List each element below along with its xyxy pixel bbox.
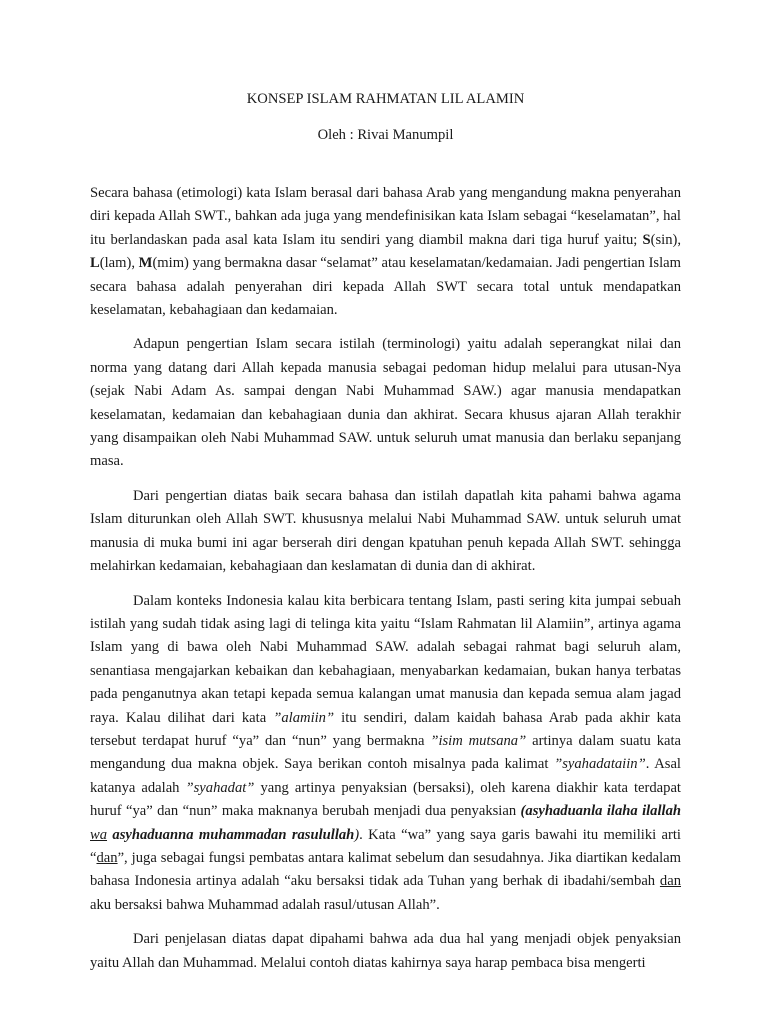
paragraph-rahmatan bbox=[90, 590, 681, 918]
syahadat-close: ) bbox=[354, 826, 360, 843]
term-syahadat: ”syahadat” bbox=[185, 779, 255, 796]
paragraph-text: itu sendiri, dalam kaidah bahasa Arab pada akhir kata tersebut terdapat huruf “ya” dan “nun” yang bermakna bbox=[90, 709, 681, 749]
term-alamiin: ”alamiin” bbox=[273, 709, 335, 726]
paragraph-text: ”, juga sebagai fungsi pembatas antara kalimat sebelum dan sesudahnya. Jika diartikan kedalam bahasa Indonesia artinya adalah “aku bersaksi tidak ada Tuhan yang berhak di ibadahi/sembah bbox=[90, 849, 681, 890]
document-title: KONSEP ISLAM RAHMATAN LIL ALAMIN bbox=[246, 91, 525, 107]
paragraph-text: yang artinya penyaksian (bersaksi), oleh karena diakhir kata terdapat huruf “ya” dan “nun” maka maknanya berubah menjadi dua penyaksian bbox=[90, 779, 681, 820]
paragraph-text: (lam), bbox=[99, 255, 139, 272]
term-syahadataiin: ”syahadataiin” bbox=[554, 756, 646, 773]
syahadat-part-2: asyhaduanna muhammadan rasulullah bbox=[107, 826, 355, 843]
document-page bbox=[90, 88, 681, 975]
paragraph-text: . Kata “wa” yang saya garis bawahi itu memiliki arti “ bbox=[90, 826, 681, 866]
paragraph-text: (mim) yang bermakna dasar “selamat” atau keselamatan/kedamaian. Jadi pengertian Islam secara bahasa adalah penyerahan diri kepada Allah SWT secara total untuk mendapatkan keselamatan, kebahagiaan dan kedamaian. bbox=[90, 255, 681, 319]
paragraph-text: Dalam konteks Indonesia kalau kita berbicara tentang Islam, pasti sering kita jumpai sebuah istilah yang sudah tidak asing lagi di telinga kita yaitu “Islam Rahmatan lil Alamiin”, artinya agama Islam yang di bawa oleh Nabi Muhammad SAW. adalah sebagai rahmat bagi seluruh alam, senantiasa mengajarkan kebaikan dan kebahagiaan, menyabarkan kedamaian, bukan hanya terbatas pada penganutnya akan tetapi kepada semua kalangan umat manusia dan kepada semua alam jagad raya. Kalau dilihat dari kata bbox=[90, 592, 681, 726]
paragraph-text: . Asal katanya adalah bbox=[90, 756, 681, 796]
paragraph-text: (sin), bbox=[650, 231, 681, 248]
paragraph-kesimpulan: Dari pengertian diatas baik secara bahasa dan istilah dapatlah kita pahami bahwa agama Islam diturunkan oleh Allah SWT. khususnya melalui Nabi Muhammad SAW. untuk seluruh umat manusia di muka bumi ini agar berserah diri dengan kpatuhan penuh kepada Allah SWT. sehingga melahirkan kedamaian, kebahagiaan dan keslamatan di dunia dan di akhirat. bbox=[90, 487, 681, 575]
word-dan-underlined: dan bbox=[96, 849, 118, 866]
document-author: Oleh : Rivai Manumpil bbox=[317, 127, 454, 143]
paragraph-text: Secara bahasa (etimologi) kata Islam berasal dari bahasa Arab yang mengandung makna penyerahan diri kepada Allah SWT., bahkan ada juga yang mendefinisikan kata Islam sebagai “keselamatan”, hal itu berlandaskan pada asal kata Islam itu sendiri yang diambil makna dari tiga huruf yaitu; bbox=[90, 185, 681, 248]
paragraph-text: aku bersaksi bahwa Muhammad adalah rasul/utusan Allah”. bbox=[90, 896, 440, 913]
letter-m: M bbox=[138, 255, 153, 272]
paragraph-terminologi: Adapun pengertian Islam secara istilah (terminologi) yaitu adalah seperangkat nilai dan norma yang datang dari Allah kepada manusia sebagai pedoman hidup melalui para utusan-Nya (sejak Nabi Adam As. sampai dengan Nabi Muhammad SAW.) agar manusia mendapatkan keselamatan, kedamaian dan kebahagiaan dunia dan akhirat. Secara khusus ajaran Allah terakhir yang disampaikan oleh Nabi Muhammad SAW. untuk seluruh umat manusia dan berlaku sepanjang masa. bbox=[90, 336, 681, 470]
paragraph-penjelasan: Dari penjelasan diatas dapat dipahami bahwa ada dua hal yang menjadi objek penyaksian yaitu Allah dan Muhammad. Melalui contoh diatas kahirnya saya harap pembaca bisa mengerti bbox=[90, 931, 681, 971]
letter-l: L bbox=[90, 255, 100, 272]
letter-s: S bbox=[642, 231, 651, 248]
word-dan-underlined-2: dan bbox=[659, 873, 681, 890]
word-wa-underlined: wa bbox=[90, 826, 108, 843]
syahadat-part-1: (asyhaduanla ilaha ilallah bbox=[520, 803, 681, 820]
term-isim-mutsana: ”isim mutsana” bbox=[430, 732, 527, 749]
paragraph-text: artinya dalam suatu kata mengandung dua makna objek. Saya berikan contoh misalnya pada kalimat bbox=[90, 732, 682, 773]
paragraph-etimologi bbox=[90, 182, 681, 322]
